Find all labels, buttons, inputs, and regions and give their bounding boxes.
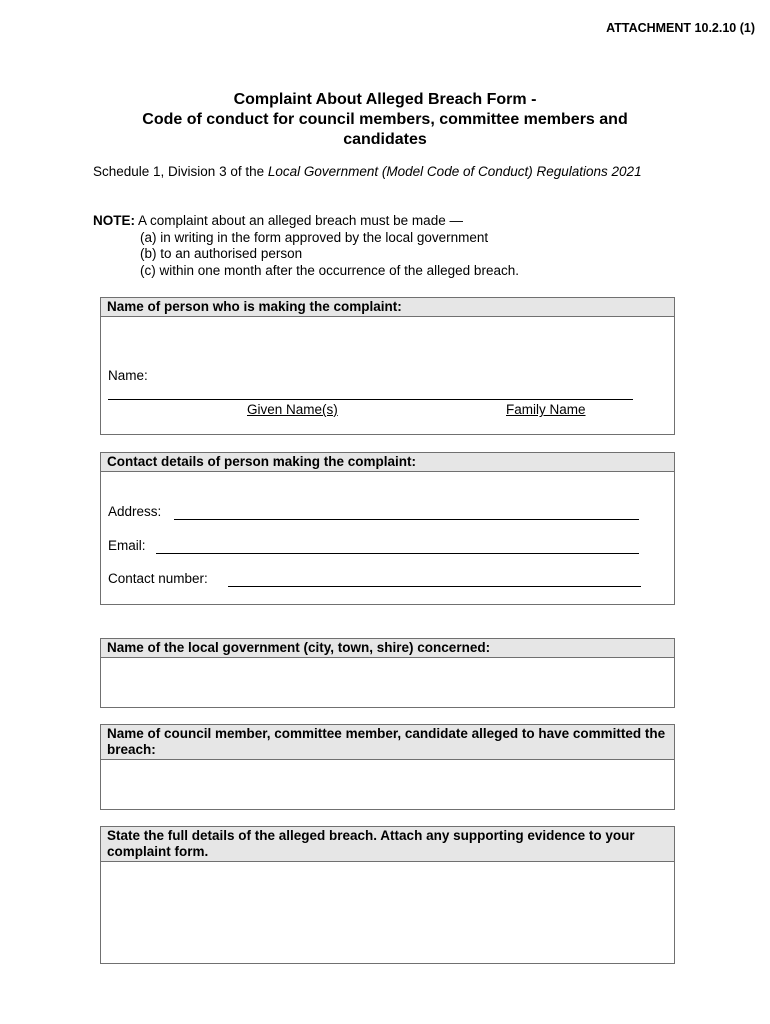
contact-section — [100, 452, 675, 605]
attachment-label: ATTACHMENT 10.2.10 (1) — [606, 21, 755, 35]
breach-details-heading: State the full details of the alleged breach. Attach any supporting evidence to your complaint form. — [101, 827, 674, 862]
local-government-section — [100, 638, 675, 708]
schedule-prefix: Schedule 1, Division 3 of the — [93, 164, 268, 179]
contact-number-label: Contact number: — [108, 571, 208, 586]
respondent-heading: Name of council member, committee member, candidate alleged to have committed the breach: — [101, 725, 674, 760]
respondent-section — [100, 724, 675, 810]
contact-heading: Contact details of person making the complaint: — [101, 453, 674, 472]
breach-details-input-area[interactable] — [101, 862, 674, 962]
email-label: Email: — [108, 538, 146, 553]
name-input-line[interactable] — [108, 399, 633, 400]
breach-details-section — [100, 826, 675, 964]
complainant-section — [100, 297, 675, 435]
respondent-input-area[interactable] — [101, 760, 674, 810]
form-title — [90, 90, 680, 150]
contact-number-input-line[interactable] — [228, 586, 641, 587]
title-line-1: Complaint About Alleged Breach Form - — [233, 91, 537, 108]
note-intro: A complaint about an alleged breach must be made — — [135, 213, 463, 228]
address-label: Address: — [108, 504, 162, 519]
regulation-title: Local Government (Model Code of Conduct) Regulations 2021 — [267, 164, 642, 179]
address-input-line[interactable] — [174, 519, 639, 520]
note-item-c: (c) within one month after the occurrence of the alleged breach. — [140, 262, 519, 278]
local-government-heading: Name of the local government (city, town, shire) concerned: — [101, 639, 674, 658]
email-input-line[interactable] — [156, 553, 639, 554]
given-name-label: Given Name(s) — [247, 402, 338, 417]
complainant-heading: Name of person who is making the complaint: — [101, 298, 674, 317]
local-government-input-area[interactable] — [101, 658, 674, 708]
title-line-2: Code of conduct for council members, committee members and — [142, 111, 628, 128]
title-line-3: candidates — [343, 131, 427, 148]
note-label: NOTE: — [93, 213, 135, 228]
schedule-reference — [93, 163, 693, 180]
note-block — [93, 213, 693, 279]
note-item-a: (a) in writing in the form approved by the local government — [140, 229, 489, 245]
name-label: Name: — [108, 368, 148, 383]
family-name-label: Family Name — [506, 402, 586, 417]
note-item-b: (b) to an authorised person — [140, 246, 303, 261]
